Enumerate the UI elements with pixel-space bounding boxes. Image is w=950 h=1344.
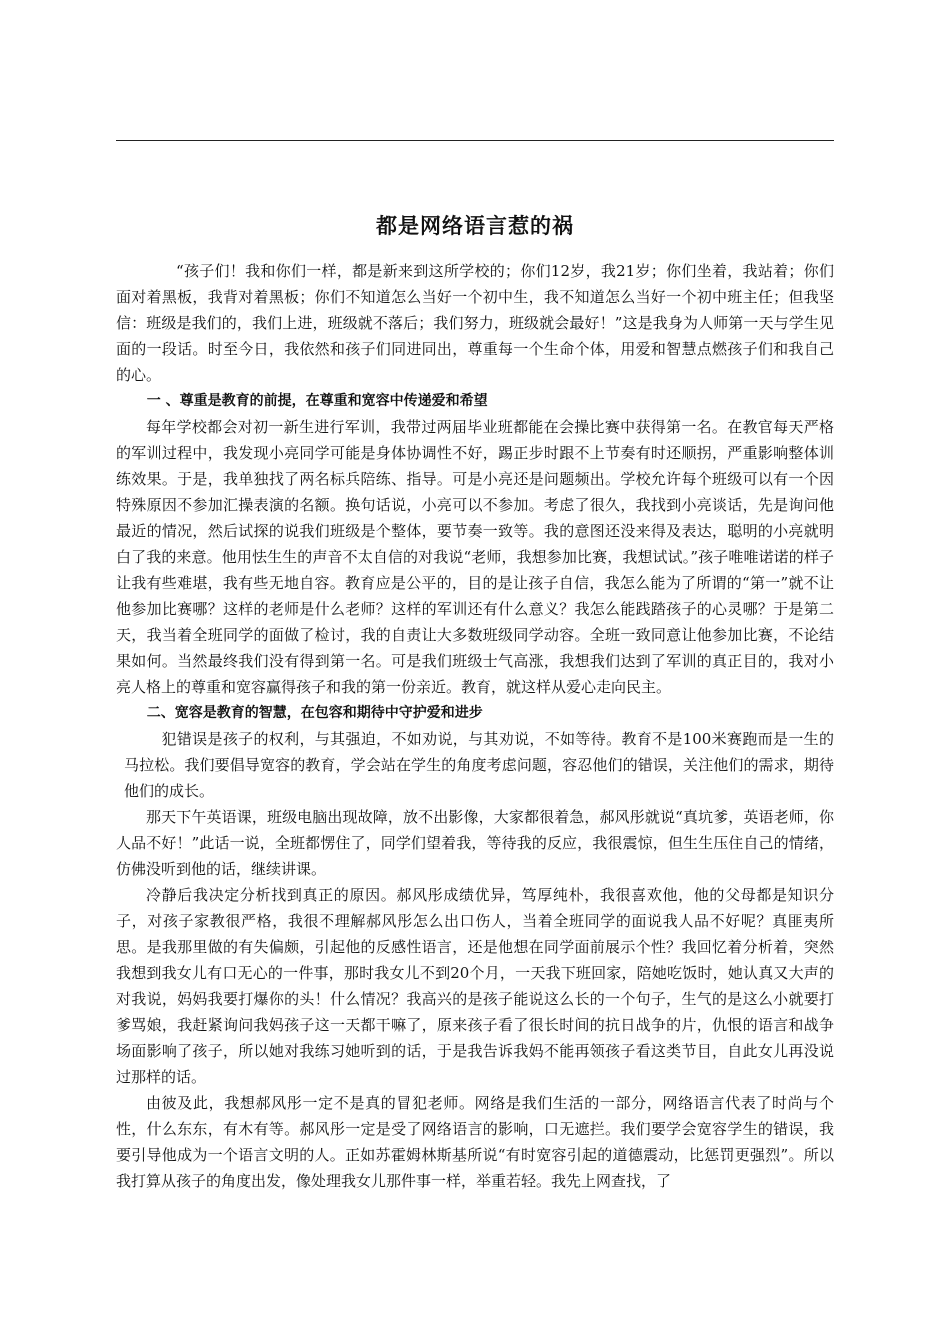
body-paragraph: 每年学校都会对初一新生进行军训，我带过两届毕业班都能在会操比赛中获得第一名。在教官每天严格的军训过程中，我发现小亮同学可能是身体协调性不好，踢正步时跟不上节奏有时还顺拐，严重影响整体训练效果。于是，我单独找了两名标兵陪练、指导。可是小亮还是问题频出。学校允许每个班级可以有一个因特殊原因不参加汇操表演的名额。换句话说，小亮可以不参加。考虑了很久，我找到小亮谈话，先是询问他最近的情况，然后试探的说我们班级是个整体，要节奏一致等。我的意图还没来得及表达，聪明的小亮就明白了我的来意。他用怯生生的声音不太自信的对我说“老师，我想参加比赛，我想试试。”孩子唯唯诺诺的样子让我有些难堪，我有些无地自容。教育应是公平的，目的是让孩子自信，我怎么能为了所谓的“第一”就不让他参加比赛哪？这样的老师是什么老师？这样的军训还有什么意义？我怎么能践踏孩子的心灵哪？于是第二天，我当着全班同学的面做了检讨，我的自责让大多数班级同学动容。全班一致同意让他参加比赛，不论结果如何。当然最终我们没有得到第一名。可是我们班级士气高涨，我想我们达到了军训的真正目的，我对小亮人格上的尊重和宽容赢得孩子和我的第一份亲近。教育，就这样从爱心走向民主。: [116, 418, 834, 696]
section-heading-2: 二、宽容是教育的智慧，在包容和期待中守护爱和进步: [146, 705, 483, 721]
body-paragraph: 那天下午英语课，班级电脑出现故障，放不出影像，大家都很着急，郝风彤就说“真坑爹，英语老师，你人品不好！”此话一说，全班都愣住了，同学们望着我，等待我的反应，我很震惊，但生生压住自己的情绪，仿佛没听到他的话，继续讲课。: [116, 808, 834, 878]
body-paragraph: 由彼及此，我想郝风彤一定不是真的冒犯老师。网络是我们生活的一部分，网络语言代表了时尚与个性，什么东东，有木有等。郝风彤一定是受了网络语言的影响，口无遮拦。我们要学会宽容学生的错误，我要引导他成为一个语言文明的人。正如苏霍姆林斯基所说“有时宽容引起的道德震动，比惩罚更强烈”。所以我打算从孩子的角度出发，像处理我女儿那件事一样，举重若轻。我先上网查找，了: [116, 1094, 834, 1190]
body-paragraph: 犯错误是孩子的权利，与其强迫，不如劝说，与其劝说，不如等待。教育不是100米赛跑而是一生的马拉松。我们要倡导宽容的教育，学会站在学生的角度考虑问题，容忍他们的错误，关注他们的需求，期待他们的成长。: [124, 730, 834, 800]
intro-paragraph: “孩子们！我和你们一样，都是新来到这所学校的；你们12岁，我21岁；你们坐着，我站着；你们面对着黑板，我背对着黑板；你们不知道怎么当好一个初中生，我不知道怎么当好一个初中班主任；但我坚信：班级是我们的，我们上进，班级就不落后；我们努力，班级就会最好！”这是我身为人师第一天与学生见面的一段话。时至今日，我依然和孩子们同进同出，尊重每一个生命个体，用爱和智慧点燃孩子们和我自己的心。: [116, 262, 834, 384]
header-rule: [116, 140, 834, 141]
section-heading-1: 一 、尊重是教育的前提，在尊重和宽容中传递爱和希望: [146, 393, 488, 409]
body-paragraph: 冷静后我决定分析找到真正的原因。郝风彤成绩优异，笃厚纯朴，我很喜欢他，他的父母都是知识分子，对孩子家教很严格，我很不理解郝风彤怎么出口伤人，当着全班同学的面说我人品不好呢？真匪夷所思。是我那里做的有失偏颇，引起他的反感性语言，还是他想在同学面前展示个性？我回忆着分析着，突然我想到我女儿有口无心的一件事，那时我女儿不到20个月，一天我下班回家，陪她吃饭时，她认真又大声的对我说，妈妈我要打爆你的头！什么情况？我高兴的是孩子能说这么长的一个句子，生气的是这么小就要打爹骂娘，我赶紧询问我妈孩子这一天都干嘛了，原来孩子看了很长时间的抗日战争的片，仇恨的语言和战争场面影响了孩子，所以她对我练习她听到的话，于是我告诉我妈不能再领孩子看这类节目，自此女儿再没说过那样的话。: [116, 886, 834, 1086]
document-title: 都是网络语言惹的祸: [376, 214, 574, 238]
document-body: [116, 258, 834, 1194]
